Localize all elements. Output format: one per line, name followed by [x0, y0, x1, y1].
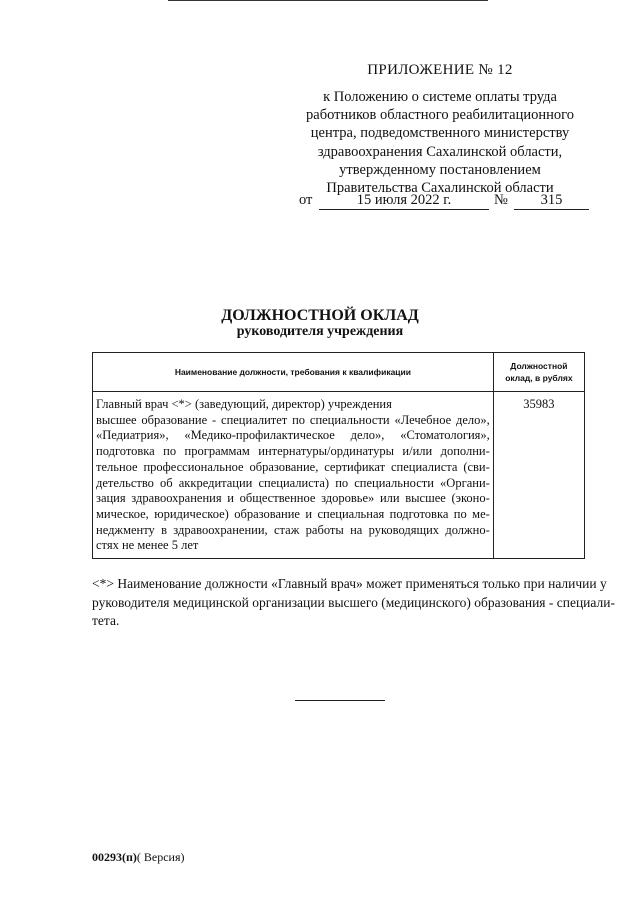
- header-salary-line: оклад, в рублях: [505, 373, 573, 383]
- requirement-line: зация здравоохранения и общественное здоровье» или высшее (эконо-: [96, 491, 490, 506]
- appendix-line: Правительства Сахалинской области: [326, 180, 554, 197]
- table-header-row: [93, 353, 585, 392]
- requirement-line: стях не менее 5 лет: [96, 538, 199, 553]
- footnote-line: <*> Наименование должности «Главный врач» может применяться только при наличии у: [92, 576, 607, 591]
- top-edge-line: [168, 0, 488, 1]
- requirement-line: Главный врач <*> (заведующий, директор) учреждения: [96, 397, 392, 411]
- appendix-line: утвержденному постановлением: [339, 161, 541, 178]
- requirement-line: высшее образование - специалитет по специальности «Лечебное дело»,: [96, 412, 490, 427]
- approval-date: 15 июля 2022 г.: [319, 192, 489, 210]
- requirement-line: подготовка по программам интернатуры/ординатуры и/или дополни-: [96, 444, 490, 459]
- appendix-line: здравоохранения Сахалинской области,: [317, 143, 563, 160]
- footnote: [92, 575, 615, 631]
- closing-divider: [295, 700, 385, 701]
- approval-number: 315: [514, 192, 589, 210]
- appendix-body: [270, 88, 610, 197]
- footnote-line: руководителя медицинской организации высшего (медицинского) образования - специали-: [92, 594, 615, 610]
- header-salary-line: Должностной: [510, 361, 568, 371]
- header-salary: [493, 353, 584, 392]
- version-code: 00293(п): [92, 850, 137, 864]
- from-label: от: [299, 192, 313, 208]
- appendix-line: центра, подведомственного министерству: [310, 125, 570, 142]
- number-label: №: [494, 192, 508, 208]
- requirement-line: неджменту в здравоохранении, стаж работы на руководящих должно-: [96, 522, 490, 537]
- position-requirements-cell: [93, 392, 494, 559]
- footnote-line: тета.: [92, 613, 120, 628]
- version-text: ( Версия): [136, 850, 185, 864]
- requirement-line: «Педиатрия», «Медико-профилактическое дело», «Стоматология»,: [96, 428, 490, 443]
- requirement-line: тельное профессиональное образование, сертификат специалиста (сви-: [96, 459, 490, 474]
- salary-cell: 35983: [493, 392, 584, 559]
- version-label: [92, 850, 185, 865]
- appendix-line: к Положению о системе оплаты труда: [323, 89, 557, 105]
- approval-line: [299, 192, 599, 212]
- table-row: [93, 392, 585, 559]
- header-position-requirements: Наименование должности, требования к квалификации: [93, 353, 494, 392]
- requirement-line: мическое, юридическое) образование и специальная подготовка по ме-: [96, 506, 490, 521]
- document-subtitle: руководителя учреждения: [236, 324, 404, 339]
- appendix-line: работников областного реабилитационного: [306, 107, 574, 124]
- requirement-line: детельство об аккредитации специалиста) по специальности «Органи-: [96, 475, 490, 490]
- appendix-title: ПРИЛОЖЕНИЕ № 12: [367, 62, 513, 78]
- document-title: ДОЛЖНОСТНОЙ ОКЛАД: [221, 307, 419, 324]
- salary-table: [92, 352, 585, 559]
